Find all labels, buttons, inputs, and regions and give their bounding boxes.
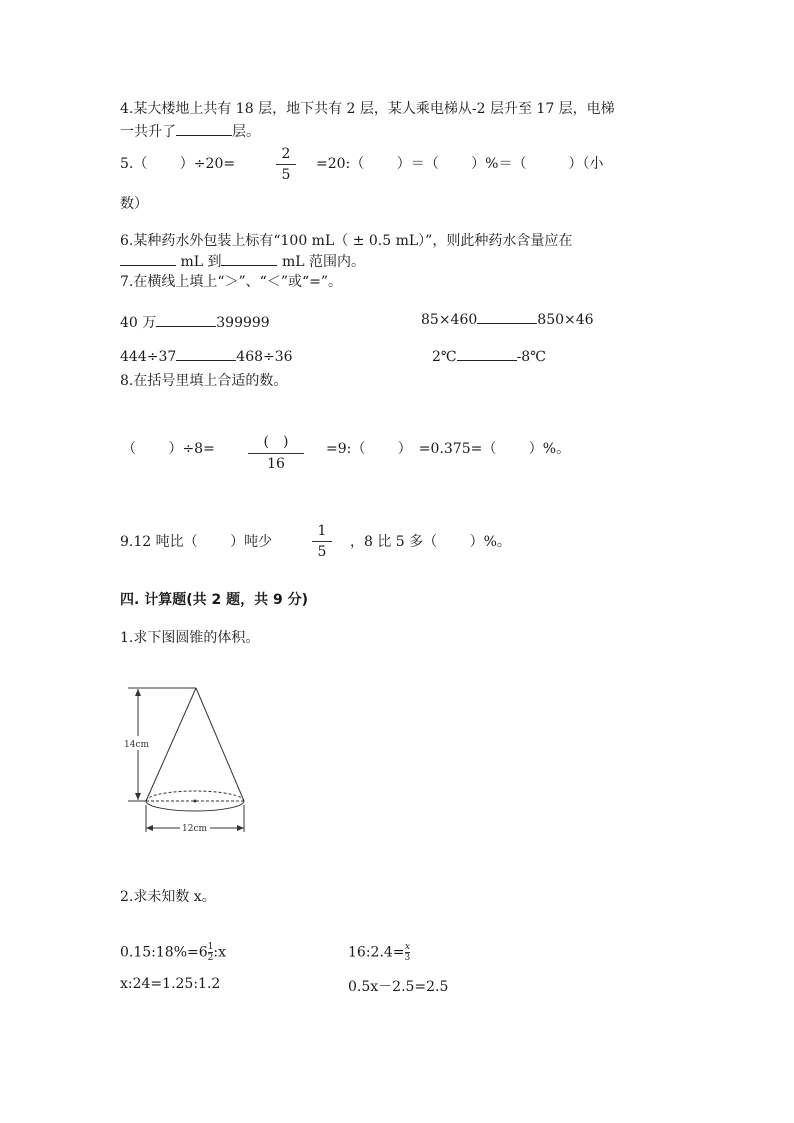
cone-diameter-label: 12cm	[182, 824, 208, 834]
q7-blank-3[interactable]	[176, 360, 236, 361]
arrow-down-icon	[135, 793, 141, 800]
q8-frac-den: 16	[267, 456, 285, 472]
q5-line2: 数）	[120, 196, 148, 212]
q4-line1: 4.某大楼地上共有 18 层，地下共有 2 层，某人乘电梯从-2 层升至 17 层，电梯	[120, 101, 615, 117]
cone-right-side	[196, 688, 244, 801]
q7-r2l-b: 468÷36	[236, 349, 293, 365]
equation-1	[120, 942, 226, 963]
equation-4: 0.5x－2.5=2.5	[348, 979, 449, 995]
q8-title: 8.在括号里填上合适的数。	[120, 373, 288, 389]
eq1-num: 1	[207, 942, 214, 952]
q7-row2-right	[432, 349, 546, 365]
q7-r1r-a: 85×460	[421, 312, 478, 328]
q8-part1: （ ）÷8=	[122, 441, 215, 457]
eq1-suffix: :x	[213, 944, 227, 961]
q8-part2: =9:（ ） =0.375=（ ）%。	[326, 441, 571, 457]
eq2-fraction	[405, 942, 411, 963]
q7-r1r-b: 850×46	[537, 312, 594, 328]
q7-title: 7.在横线上填上“＞”、“＜”或“=”。	[120, 274, 343, 290]
q7-r2r-a: 2℃	[432, 349, 457, 365]
q5-part1: 5.（ ）÷20=	[120, 156, 236, 172]
equation-2	[348, 942, 410, 963]
q6-blank-2[interactable]	[221, 265, 277, 266]
q9-frac-num: 1	[317, 523, 327, 539]
eq1-den: 2	[207, 953, 214, 963]
q9-part2: ，8 比 5 多（ ）%。	[350, 534, 511, 550]
q6-line1: 6.某种药水外包装上标有“100 mL（ ± 0.5 mL）”，则此种药水含量应在	[120, 233, 573, 249]
section-heading: 四. 计算题(共 2 题，共 9 分)	[120, 592, 308, 608]
cone-center-dot	[194, 800, 197, 803]
cone-height-label: 14cm	[124, 740, 150, 750]
eq2-prefix: 16:2.4=	[348, 944, 405, 961]
q8-fraction	[248, 431, 304, 472]
q7-r2l-a: 444÷37	[120, 349, 177, 365]
calc-2-title: 2.求未知数 x。	[120, 889, 216, 905]
q4-suffix: 层。	[232, 124, 260, 140]
q6-line2	[120, 251, 365, 271]
q7-r2r-b: -8℃	[516, 349, 546, 365]
q5-part2: =20:（ ）＝（ ）%＝（ ）（小	[316, 156, 604, 172]
q7-row2-left	[120, 349, 293, 365]
q7-blank-1[interactable]	[156, 326, 216, 327]
arrow-right-icon	[237, 825, 244, 831]
cone-figure	[120, 680, 260, 840]
q5-fraction	[276, 146, 296, 183]
q9-part1: 9.12 吨比（ ）吨少	[120, 534, 273, 550]
arrow-left-icon	[146, 825, 153, 831]
q6-unit2: mL 范围内。	[281, 254, 365, 270]
q5-frac-num: 2	[281, 146, 291, 162]
q8-frac-num: ( )	[263, 434, 289, 450]
eq2-num: x	[404, 942, 410, 952]
q7-r1l-b: 399999	[216, 315, 270, 331]
arrow-up-icon	[135, 689, 141, 696]
eq1-prefix: 0.15:18%=6	[120, 944, 208, 961]
q4-blank[interactable]	[176, 135, 232, 136]
q6-blank-1[interactable]	[120, 265, 176, 266]
q7-r1l-a: 40 万	[120, 315, 157, 331]
q7-row1-right	[421, 312, 594, 328]
q4-line2	[120, 121, 260, 141]
q7-row1-left	[120, 312, 270, 332]
q9-frac-den: 5	[317, 544, 327, 560]
q7-blank-2[interactable]	[477, 323, 537, 324]
q4-prefix: 一共升了	[120, 124, 176, 140]
calc-1-title: 1.求下图圆锥的体积。	[120, 630, 260, 646]
q6-unit1: mL 到	[180, 254, 222, 270]
equation-3: x:24=1.25:1.2	[120, 976, 221, 992]
eq2-den: 3	[404, 953, 411, 963]
cone-left-side	[146, 688, 196, 801]
q5-frac-den: 5	[281, 167, 291, 183]
q7-blank-4[interactable]	[457, 360, 517, 361]
q9-fraction	[312, 523, 332, 560]
